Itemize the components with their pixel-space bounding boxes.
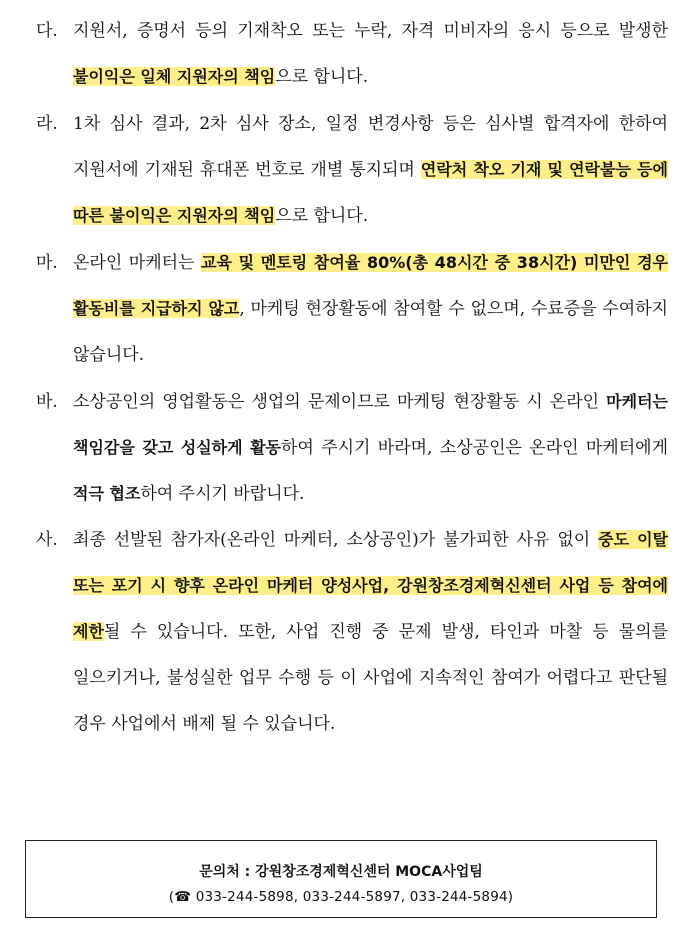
contact-box — [25, 840, 657, 918]
bold-text: 마케터는 책임감을 갖고 성실하게 활동 — [73, 392, 668, 457]
item-marker: 라. — [36, 114, 58, 134]
body-text: 지원서, 증명서 등의 기재착오 또는 누락, 자격 미비자의 응시 등으로 발생한 — [73, 21, 668, 41]
body-text: 1차 심사 결과, 2차 심사 장소, 일정 변경사항 등은 심사별 합격자에 한하여 지원서에 기재된 휴대폰 번호로 개별 통지되며 — [73, 114, 668, 180]
item-text — [73, 517, 668, 747]
notice-item — [36, 8, 668, 100]
item-marker: 다. — [36, 21, 58, 41]
body-text: , 마케팅 현장활동에 참여할 수 없으며, 수료증을 수여하지 않습니다. — [73, 299, 668, 365]
body-text: 으로 합니다. — [275, 206, 369, 226]
telephone-icon: ☎ — [174, 889, 192, 905]
item-text — [73, 101, 668, 239]
phone-numbers: 033-244-5898, 033-244-5897, 033-244-5894 — [195, 889, 508, 905]
contact-title: 문의처 : 강원창조경제혁신센터 MOCA사업팀 — [199, 864, 483, 880]
item-text — [73, 8, 668, 100]
body-text: 하여 주시기 바랍니다. — [140, 484, 305, 504]
item-text — [73, 379, 668, 517]
body-text: 온라인 마케터는 — [73, 253, 202, 273]
item-text — [73, 240, 668, 378]
highlighted-text: 불이익은 일체 지원자의 책임 — [73, 67, 276, 86]
item-marker: 마. — [36, 253, 58, 273]
notice-item — [36, 379, 668, 517]
highlighted-text: 교육 및 멘토링 참여율 80%(총 48시간 중 38시간) 미만인 경우 활동비를 지급하지 않고 — [73, 253, 668, 318]
body-text: 될 수 있습니다. 또한, 사업 진행 중 문제 발생, 타인과 마찰 등 물의를 일으키거나, 불성실한 업무 수행 등 이 사업에 지속적인 참여가 어렵다고 판단될 경우 사업에서 배제 될 수 있습니다. — [73, 622, 668, 734]
bold-text: 적극 협조 — [73, 484, 141, 503]
body-text: 하여 주시기 바라며, 소상공인은 온라인 마케터에게 — [281, 438, 668, 458]
body-text: 소상공인의 영업활동은 생업의 문제이므로 마케팅 현장활동 시 온라인 — [73, 392, 607, 412]
highlighted-text: 연락처 착오 기재 및 연락불능 등에 따른 불이익은 지원자의 책임 — [73, 160, 668, 225]
item-marker: 바. — [36, 392, 58, 412]
highlighted-text: 중도 이탈 또는 포기 시 향후 온라인 마케터 양성사업, 강원창조경제혁신센터 사업 등 참여에 제한 — [73, 530, 668, 641]
contact-phones: (☎ 033-244-5898, 033-244-5897, 033-244-5894) — [168, 889, 514, 905]
notice-item — [36, 101, 668, 239]
item-marker: 사. — [36, 530, 58, 550]
body-text: 으로 합니다. — [275, 67, 369, 87]
notice-item — [36, 240, 668, 378]
body-text: 최종 선발된 참가자(온라인 마케터, 소상공인)가 불가피한 사유 없이 — [73, 530, 599, 550]
notice-item — [36, 517, 668, 747]
